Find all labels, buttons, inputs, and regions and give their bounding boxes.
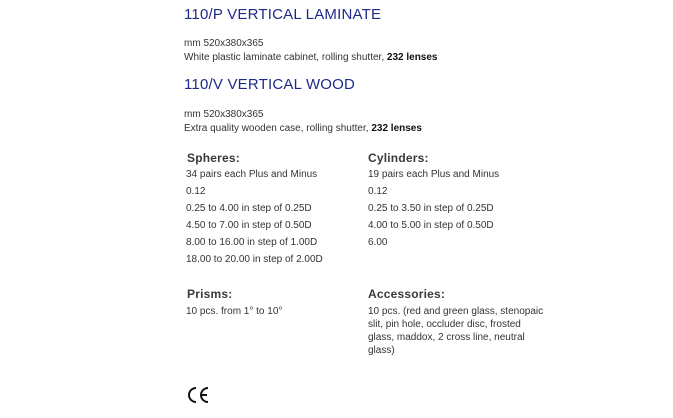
prisms-text: 10 pcs. from 1° to 10° [186, 306, 283, 317]
list-item: 0.25 to 3.50 in step of 0.25D [368, 203, 494, 214]
cylinders-list [368, 166, 499, 251]
ce-mark-icon [185, 386, 211, 409]
description-text: Extra quality wooden case, rolling shutter, [184, 123, 369, 134]
description-text: White plastic laminate cabinet, rolling shutter, [184, 52, 385, 63]
lens-count: 232 lenses [386, 52, 438, 63]
product-description-wood [184, 122, 422, 135]
list-item: 0.12 [368, 186, 388, 197]
list-item: 18.00 to 20.00 in step of 2.00D [186, 254, 323, 265]
list-item: 4.50 to 7.00 in step of 0.50D [186, 220, 312, 231]
spheres-list [186, 166, 323, 268]
accessories-text: 10 pcs. (red and green glass, stenopaic slit, pin hole, occluder disc, frosted glass, maddox, 2 cross line, neutral glass) [368, 306, 544, 356]
cylinders-heading: Cylinders: [368, 151, 429, 165]
list-item: 4.00 to 5.00 in step of 0.50D [368, 220, 494, 231]
spheres-heading: Spheres: [187, 151, 240, 165]
list-item: 34 pairs each Plus and Minus [186, 169, 318, 180]
list-item: 6.00 [368, 237, 388, 248]
product-description-laminate [184, 51, 438, 64]
list-item: 0.25 to 4.00 in step of 0.25D [186, 203, 312, 214]
lens-count: 232 lenses [371, 123, 422, 134]
accessories-heading: Accessories: [368, 287, 446, 301]
prisms-heading: Prisms: [187, 287, 233, 301]
product-dimensions-laminate: mm 520x380x365 [184, 38, 264, 49]
product-title-laminate: 110/P VERTICAL LAMINATE [184, 6, 382, 23]
list-item: 0.12 [186, 186, 206, 197]
list-item: 8.00 to 16.00 in step of 1.00D [186, 237, 318, 248]
product-title-wood: 110/V VERTICAL WOOD [184, 76, 356, 93]
product-dimensions-wood: mm 520x380x365 [184, 109, 264, 120]
list-item: 19 pairs each Plus and Minus [368, 169, 500, 180]
